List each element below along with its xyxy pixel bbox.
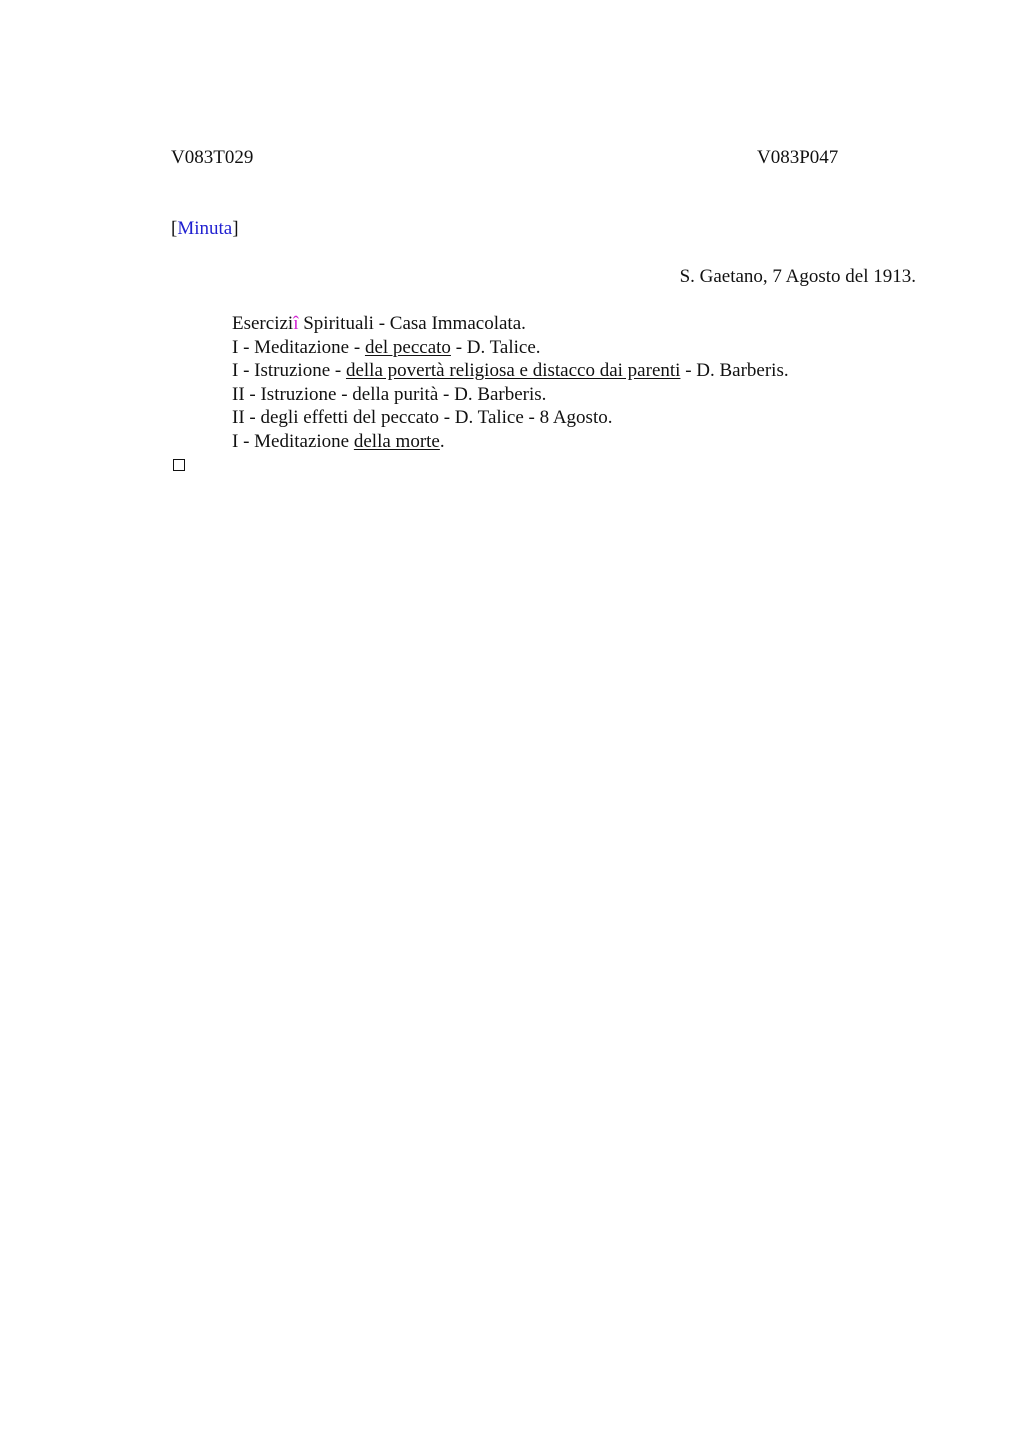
body-line-2-text-a: I - Meditazione - xyxy=(232,336,365,358)
body-line-6 xyxy=(232,430,789,454)
body-line-3 xyxy=(232,359,789,383)
body-line-1-text-b: Spirituali - Casa Immacolata. xyxy=(298,313,526,334)
body-line-1-text-a: Esercizi xyxy=(232,313,294,334)
body-line-1-accent: î xyxy=(293,313,299,334)
document-code-left: V083T029 xyxy=(171,147,254,168)
minuta-bracket-close: ] xyxy=(232,218,239,239)
body-line-2-underlined: del peccato xyxy=(364,336,451,358)
body-line-2 xyxy=(232,336,789,360)
minuta-link[interactable]: Minuta xyxy=(177,218,233,239)
body-line-3-underlined: della povertà religiosa e distacco dai parenti xyxy=(345,360,681,382)
body-line-3-text-a: I - Istruzione - xyxy=(232,360,346,382)
document-code-right: V083P047 xyxy=(757,147,839,168)
minuta-label xyxy=(171,217,239,241)
empty-square-icon xyxy=(173,459,185,471)
body-line-4: II - Istruzione - della purità - D. Barberis. xyxy=(232,383,547,405)
body-line-2-text-b: - D. Talice. xyxy=(450,336,541,358)
body-line-1 xyxy=(232,312,789,336)
document-body xyxy=(232,312,789,454)
body-line-6-underlined: della morte xyxy=(353,430,440,452)
body-line-6-text-b: . xyxy=(439,430,445,452)
minuta-bracket-open: [ xyxy=(171,218,178,239)
body-line-6-text-a: I - Meditazione xyxy=(232,430,354,452)
body-line-5: II - degli effetti del peccato - D. Talice - 8 Agosto. xyxy=(232,407,613,429)
date-line: S. Gaetano, 7 Agosto del 1913. xyxy=(679,266,916,287)
body-line-3-text-b: - D. Barberis. xyxy=(680,360,789,382)
